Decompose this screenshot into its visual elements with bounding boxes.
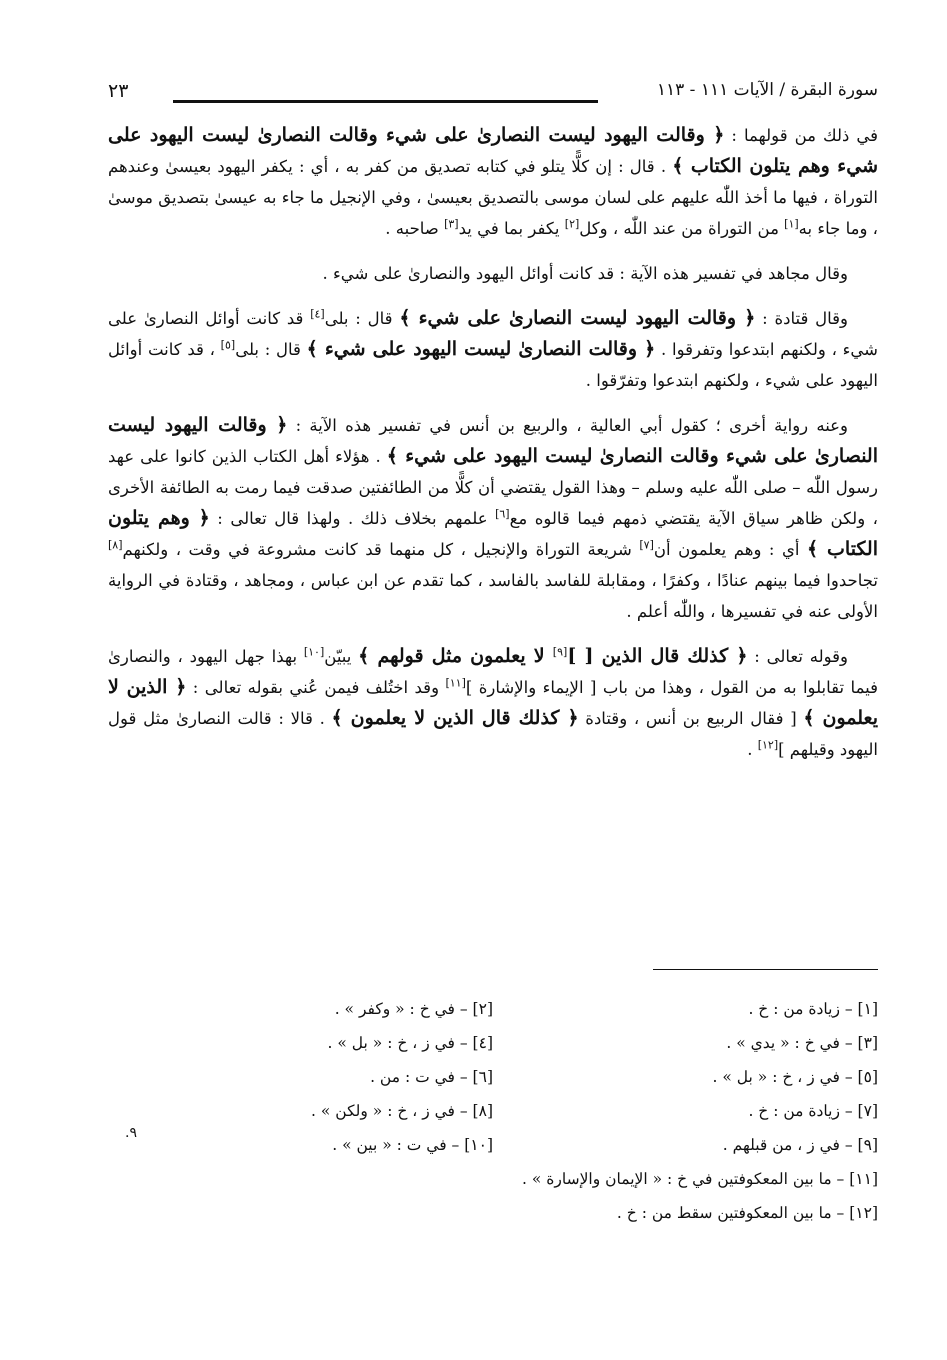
text: تجاحدوا فيما بينهم عنادًا ، وكفرًا ، ومقابلة للفاسد بالفاسد ، كما تقدم عن ابن عباس ، ومجاهد ، وقتادة في الرواية الأولى عنه في تفسيرها ، واللّٰه أعلم . [108,571,878,621]
footnote: [١] – زيادة من : خ . [748,1000,878,1018]
text: وعنه رواية أخرى ؛ كقول أبي العالية ، والربيع بن أنس في تفسير هذه الآية : [287,416,849,435]
footnote: [٨] – في ز ، خ : « ولكن » . [311,1102,493,1120]
quran-verse: ﴿ وقالت النصارىٰ ليست اليهود على شيء ﴾ [306,338,656,360]
text: [ فقال الربيع بن أنس ، وقتادة [578,709,804,728]
footnote: [١٠] – في ت : « بين » . [332,1136,493,1154]
text: من التوراة من عند اللّٰه ، وكل [579,219,785,238]
footnote-ref: [٧] [639,538,654,552]
text: ، قد كانت أوائل اليهود على شيء ، ولكنهم ابتدعوا وتفرّقوا . [108,340,878,390]
paragraph-5 [108,641,878,765]
footnote: [٥] – في ز ، خ : « بل » . [712,1068,878,1086]
footnote-row [108,1068,878,1102]
footnote-ref: [١٢] [757,738,779,752]
text: علمهم بخلاف ذلك . ولهذا قال تعالى : [209,509,496,528]
footnote: [٢] – في خ : « وكفر » . [334,1000,493,1018]
text: أي : وهم يعلمون أن [653,540,808,559]
header-rule [173,100,598,103]
paragraph-3 [108,303,878,396]
text: . هؤلاء أهل الكتاب الذين كانوا على عهد رسول اللّٰه – صلى اللّٰه عليه وسلم – وهذا القول يقتضي أن كلًّا من الطائفتين صدقت فيما رمت به الطائفة الأخرى ، ولكن ظاهر سياق الآية يقتضي ذمهم فيما قالوه مع [108,447,878,528]
footnote-divider [653,969,878,970]
footnote-ref: [٤] [310,307,325,321]
footnote-ref: [٦] [495,507,510,521]
text: يبيّن [324,647,359,666]
footnote-ref: [٥] [220,338,236,352]
text: وقوله تعالى : [747,647,849,666]
paragraph-4 [108,410,878,627]
text: وقد اختُلف فيمن عُني بقوله تعالى : [186,678,446,697]
quran-verse: ﴿ الذين لا يعلمون ﴾ [108,676,878,729]
text: قال : بلى [324,309,400,328]
text: صاحبه . [385,219,445,238]
footnote-ref: [٣] [444,217,459,231]
text: . قالا : قالت النصارىٰ مثل قول اليهود وقيلهم ] [108,709,878,759]
footnotes [108,1000,878,1238]
text: يكفر بما في يد [458,219,565,238]
text: في ذلك من قولهما : [724,126,879,145]
page-header [108,80,878,114]
text: . [747,740,758,759]
body-text [108,120,878,765]
footnote-row [108,1000,878,1034]
text: قال : بلى [235,340,307,359]
text: بهذا جهل اليهود ، والنصارىٰ فيما تقابلوا به من القول ، وهذا من باب [ الإيماء والإشارة ] [108,647,878,697]
footnote: [٩] – في ز ، من قبلهم . [722,1136,878,1154]
footnote-row [108,1034,878,1068]
page-number: ٢٣ [108,80,129,102]
text: وقال قتادة : [755,309,848,328]
text: قد كانت أوائل النصارىٰ على شيء ، ولكنهم ابتدعوا وتفرقوا . [108,309,878,359]
quran-verse: ﴿ وقالت اليهود ليست النصارىٰ على شيء وقالت النصارىٰ ليست اليهود على شيء وهم يتلون الكتاب ﴾ [108,124,879,177]
quran-verse: ﴿ كذلك قال الذين لا يعلمون ﴾ [331,707,579,729]
stray-mark: ٩. [125,1125,137,1141]
footnote-ref: [١] [784,217,799,231]
footnote-row [108,1136,878,1170]
footnote: [٤] – في ز ، خ : « بل » . [327,1034,493,1052]
footnote-ref: [٨] [108,538,123,552]
footnote-ref: [١٠] [303,645,325,659]
footnote: [٦] – في ت : من . [370,1068,493,1086]
running-title: سورة البقرة / الآيات ١١١ - ١١٣ [656,80,878,100]
text: . قال : إن كلًّا يتلو في كتابه تصديق من كفر به ، أي : يكفر اليهود بعيسىٰ وعندهم التوراة ، فيها ما أخذ اللّٰه عليهم على لسان موسى بالتصديق بعيسىٰ ، وفي الإنجيل ما جاء به عيسىٰ بتصديق موسىٰ ، وما جاء به [108,157,878,238]
footnote-ref: [٢] [564,217,580,231]
quran-verse: لا يعلمون مثل قولهم ﴾ [358,645,553,667]
footnote-ref: [٩] [552,645,568,659]
paragraph-2: وقال مجاهد في تفسير هذه الآية : قد كانت أوائل اليهود والنصارىٰ على شيء . [322,264,848,283]
footnote: [٧] – زيادة من : خ . [748,1102,878,1120]
quran-verse: ﴿ وقالت اليهود ليست النصارىٰ على شيء ﴾ [399,307,756,329]
footnote: [١٢] – ما بين المعكوفتين سقط من : خ . [616,1204,878,1222]
paragraph-1 [108,120,878,244]
footnote-row [108,1102,878,1136]
footnote: [١١] – ما بين المعكوفتين في خ : « الإيمان والإسارة » . [522,1170,878,1188]
footnote-ref: [١١] [445,676,466,690]
quran-verse: ﴿ وهم يتلون الكتاب ﴾ [108,507,878,560]
footnote: [٣] – في خ : « يدي » . [726,1034,878,1052]
quran-verse: ﴿ وقالت اليهود ليست النصارىٰ على شيء وقالت النصارىٰ ليست اليهود على شيء ﴾ [108,414,878,467]
document-page [108,80,879,1222]
text: شريعة التوراة والإنجيل ، كل منهما قد كانت مشروعة في وقت ، ولكنهم [122,540,640,559]
quran-verse: ﴿ كذلك قال الذين [ ] [567,645,748,667]
